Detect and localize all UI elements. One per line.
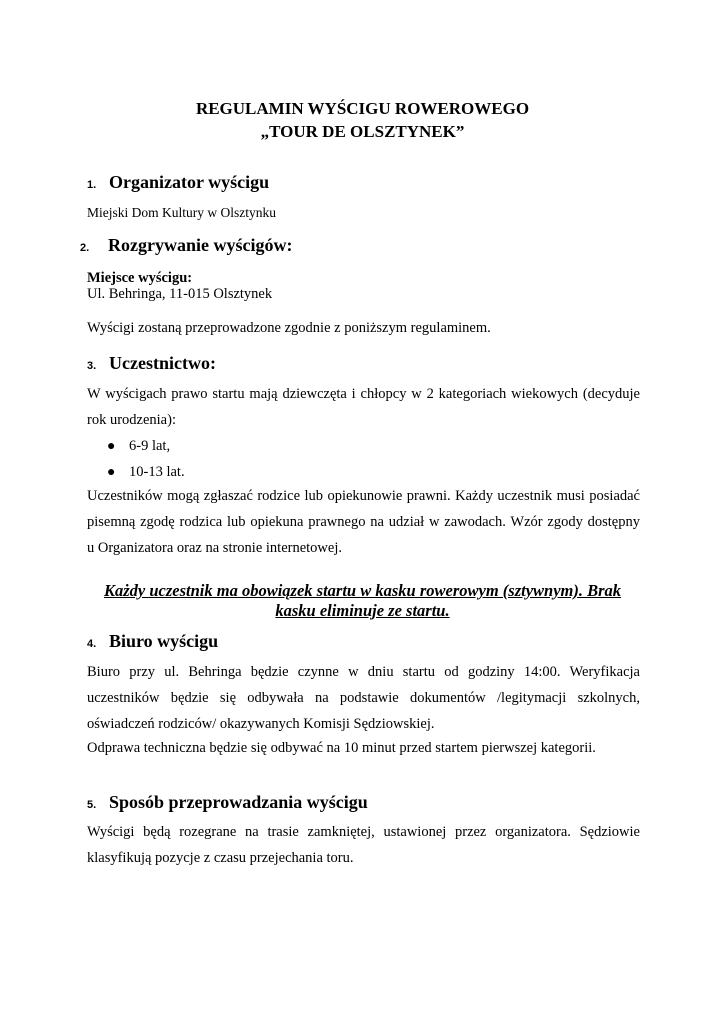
section-4-heading <box>87 631 218 652</box>
section-title: Uczestnictwo: <box>109 353 216 373</box>
participation-para-line-1: Uczestników mogą zgłaszać rodzice lub opiekunowie prawni. Każdy uczestnik musi posiadać <box>87 488 640 504</box>
section-number: 3. <box>87 360 97 372</box>
participation-para-line-3: u Organizatora oraz na stronie internetowej. <box>87 540 342 556</box>
participation-intro-line-2: rok urodzenia): <box>87 412 176 428</box>
place-value: Ul. Behringa, 11-015 Olsztynek <box>87 286 273 302</box>
office-line-4: Odprawa techniczna będzie się odbywać na 10 minut przed startem pierwszej kategorii. <box>87 740 596 756</box>
list-item <box>107 464 185 481</box>
organizer-name: Miejski Dom Kultury w Olsztynku <box>87 205 276 220</box>
section-title: Biuro wyścigu <box>109 631 219 651</box>
helmet-warning-line-1: Każdy uczestnik ma obowiązek startu w kasku rowerowym (sztywnym). Brak <box>103 581 622 600</box>
race-method-line-2: klasyfikują pozycje z czasu przejechania toru. <box>87 850 354 866</box>
section-number: 1. <box>87 179 97 191</box>
regulation-note: Wyścigi zostaną przeprowadzone zgodnie z poniższym regulaminem. <box>87 320 491 336</box>
list-item <box>107 438 170 455</box>
section-number: 5. <box>87 799 97 811</box>
office-line-1: Biuro przy ul. Behringa będzie czynne w dniu startu od godziny 14:00. Weryfikacja <box>87 664 640 680</box>
section-5-heading <box>87 792 368 813</box>
participation-para-line-2: pisemną zgodę rodzica lub opiekuna prawnego na udział w zawodach. Wzór zgody dostępny <box>87 514 640 530</box>
race-method-line-1: Wyścigi będą rozegrane na trasie zamkniętej, ustawionej przez organizatora. Sędziowie <box>87 824 640 840</box>
age-category: 10-13 lat. <box>129 464 185 480</box>
age-category: 6-9 lat, <box>129 438 171 454</box>
section-number: 4. <box>87 638 97 650</box>
section-2-heading <box>80 235 292 256</box>
participation-intro-line-1: W wyścigach prawo startu mają dziewczęta i chłopcy w 2 kategoriach wiekowych (decyduje <box>87 386 640 402</box>
helmet-warning-line-2: kasku eliminuje ze startu. <box>275 601 450 620</box>
section-3-heading <box>87 353 216 374</box>
section-number: 2. <box>80 242 90 254</box>
office-line-3: oświadczeń rodziców/ okazywanych Komisji Sędziowskiej. <box>87 716 435 732</box>
section-title: Sposób przeprowadzania wyścigu <box>109 792 368 812</box>
section-1-heading <box>87 172 269 193</box>
bullet-icon: ● <box>107 439 116 454</box>
document-title-line2: „TOUR DE OLSZTYNEK” <box>260 122 465 141</box>
section-title: Rozgrywanie wyścigów: <box>108 235 293 255</box>
document-title-line1: REGULAMIN WYŚCIGU ROWEROWEGO <box>195 99 530 118</box>
bullet-icon: ● <box>107 465 116 480</box>
section-title: Organizator wyścigu <box>109 172 270 192</box>
place-label: Miejsce wyścigu: <box>87 270 193 286</box>
office-line-2: uczestników będzie się odbywała na podstawie dokumentów /legitymacji szkolnych, <box>87 690 640 706</box>
